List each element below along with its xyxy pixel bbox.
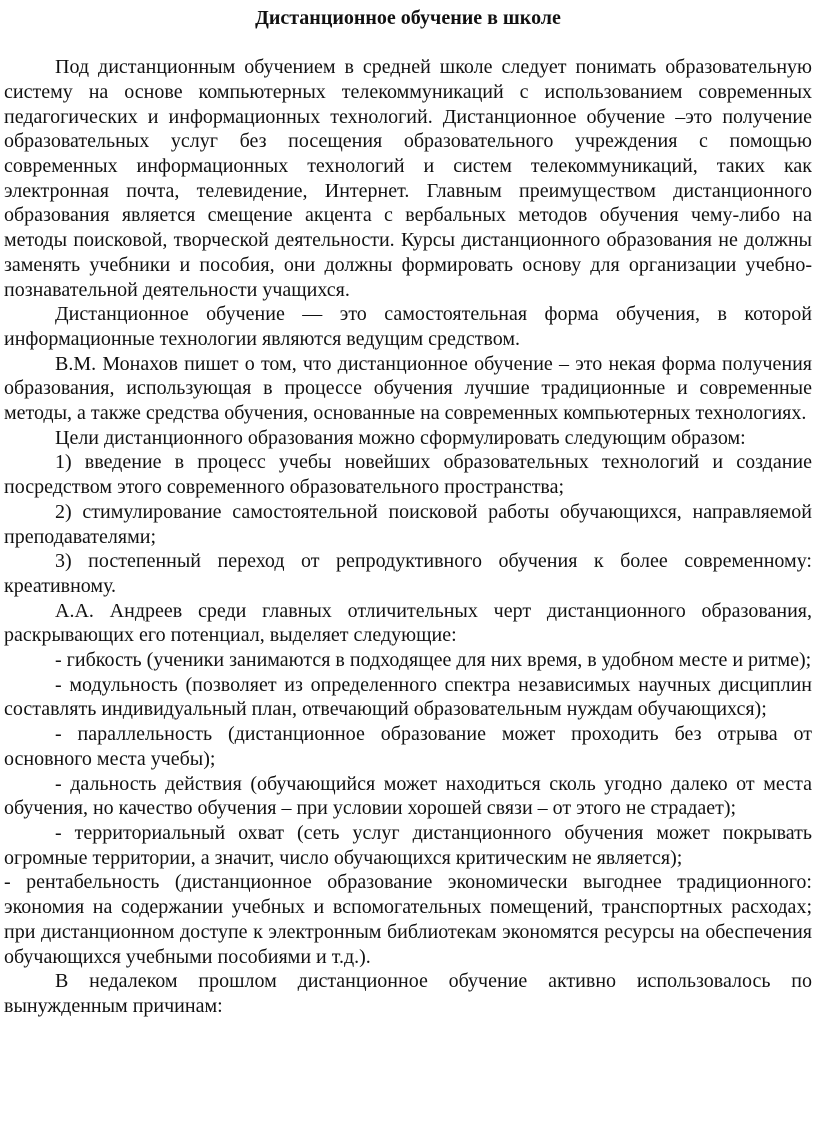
paragraph-andreev: А.А. Андреев среди главных отличительных черт дистанционного образования, раскрывающих его потенциал, выделяет следующие: — [4, 599, 812, 647]
list-item-modularity: - модульность (позволяет из определенного спектра независимых научных дисциплин составлять индивидуальный план, отвечающий образовательным нуждам обучающихся); — [4, 673, 812, 721]
list-item-range: - дальность действия (обучающийся может находиться сколь угодно далеко от места обучения, но качество обучения – при условии хорошей связи – от этого не страдает); — [4, 772, 812, 820]
list-item-parallelism: - параллельность (дистанционное образование может проходить без отрыва от основного места учебы); — [4, 723, 812, 770]
list-item-goal-1: 1) введение в процесс учебы новейших образовательных технологий и создание посредством этого современного образовательного пространства; — [4, 451, 812, 499]
paragraph-goals-intro: Цели дистанционного образования можно сформулировать следующим образом: — [55, 426, 746, 449]
list-item-flexibility: - гибкость (ученики занимаются в подходящее для них время, в удобном месте и ритме); — [55, 649, 812, 672]
list-item-profitability: - рентабельность (дистанционное образование экономически выгоднее традиционного: экономия на содержании учебных и вспомогательных помещений, транспортных расходах; при дистанционном доступе к электронным библиотекам экономятся ресурсы на обеспечения обучающихся учебными пособиями и т.д.). — [4, 871, 812, 968]
list-item-goal-3: 3) постепенный переход от репродуктивного обучения к более современному: креативному. — [4, 550, 812, 597]
paragraph-monakhov: В.М. Монахов пишет о том, что дистанционное обучение – это некая форма получения образования, использующая в процессе обучения лучшие традиционные и современные методы, а также средства обучения, основанные на современных компьютерных технологиях. — [4, 352, 812, 425]
document-title: Дистанционное обучение в школе — [255, 7, 561, 29]
paragraph-self-study-form: Дистанционное обучение — это самостоятельная форма обучения, в которой информационные технологии являются ведущим средством. — [4, 303, 812, 350]
list-item-territory: - территориальный охват (сеть услуг дистанционного обучения может покрывать огромные территории, а значит, число обучающихся критическим не является); — [4, 822, 812, 869]
paragraph-definition: Под дистанционным обучением в средней школе следует понимать образовательную систему на основе компьютерных телекоммуникаций с использованием современных педагогических и информационных технологий. Дистанционное обучение –это получение образовательных услуг без посещения образовательного учреждения с помощью современных информационных технологий и систем телекоммуникаций, таких как электронная почта, телевидение, Интернет. Главным преимуществом дистанционного образования является смещение акцента с вербальных методов обучения чему-либо на методы поисковой, творческой деятельности. Курсы дистанционного образования не должны заменять учебники и пособия, они должны формировать основу для организации учебно-познавательной деятельности учащихся. — [4, 56, 812, 301]
list-item-goal-2: 2) стимулирование самостоятельной поисковой работы обучающихся, направляемой преподавателями; — [4, 500, 812, 548]
paragraph-recent-past: В недалеком прошлом дистанционное обучение активно использовалось по вынужденным причинам: — [4, 970, 812, 1017]
